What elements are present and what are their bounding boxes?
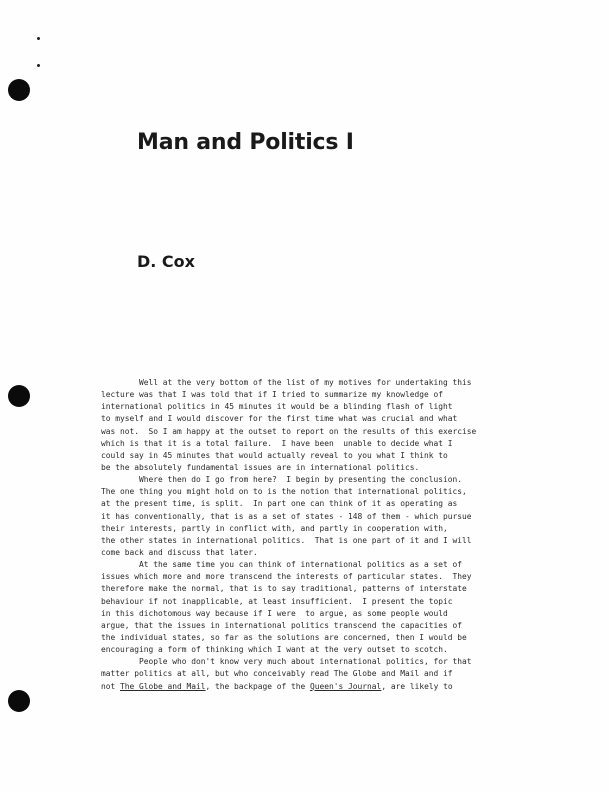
body-line [101, 547, 531, 559]
body-line [101, 389, 531, 401]
publication-name: Queen's Journal [310, 681, 382, 691]
body-text-segment: the other states in international politics. That is one part of it and I will [101, 535, 472, 545]
body-line [101, 523, 531, 535]
body-text-segment: behaviour if not inapplicable, at least insufficient. I present the topic [101, 596, 453, 606]
body-line [101, 559, 531, 571]
body-line [101, 426, 531, 438]
body-line [101, 596, 531, 608]
document-author: D. Cox [137, 252, 195, 271]
body-line [101, 656, 531, 668]
body-text-segment: lecture was that I was told that if I tried to summarize my knowledge of [101, 390, 444, 400]
body-line [101, 681, 531, 693]
body-text-segment: encouraging a form of thinking which I want at the very outset to scotch. [101, 645, 448, 655]
body-line [101, 401, 531, 413]
body-text-segment: it has conventionally, that is as a set of states - 148 of them - which pursue [101, 511, 472, 521]
scan-speck [37, 64, 40, 67]
body-text [101, 377, 531, 693]
body-line [101, 498, 531, 510]
body-line [101, 535, 531, 547]
body-text-segment: come back and discuss that later. [101, 547, 258, 557]
body-line [101, 377, 531, 389]
body-text-segment: in this dichotomous way because if I were to argue, as some people would [101, 608, 448, 618]
body-text-segment: international politics in 45 minutes it would be a blinding flash of light [101, 402, 453, 412]
body-text-segment: at the present time, is split. In part one can think of it as operating as [101, 499, 458, 509]
body-line [101, 583, 531, 595]
body-line [101, 620, 531, 632]
body-text-segment: issues which more and more transcend the interests of particular states. They [101, 572, 472, 582]
document-title: Man and Politics I [137, 130, 354, 155]
body-line [101, 668, 531, 680]
body-text-segment: , the backpage of the [205, 681, 311, 691]
body-text-segment: therefore make the normal, that is to say traditional, patterns of interstate [101, 584, 467, 594]
body-line [101, 632, 531, 644]
punch-hole-bottom [8, 690, 30, 712]
body-text-segment: People who don't know very much about international politics, for that [101, 657, 472, 667]
body-line [101, 644, 531, 656]
body-line [101, 450, 531, 462]
body-text-segment: the individual states, so far as the solutions are concerned, then I would be [101, 632, 467, 642]
body-line [101, 571, 531, 583]
body-text-segment: Well at the very bottom of the list of my motives for undertaking this [101, 378, 472, 387]
body-text-segment: The one thing you might hold on to is the notion that international politics, [101, 487, 467, 497]
body-text-segment: At the same time you can think of international politics as a set of [101, 560, 463, 570]
scan-speck [37, 37, 40, 40]
body-text-segment: argue, that the issues in international politics transcend the capacities of [101, 620, 463, 630]
body-text-segment: , are likely to [381, 681, 453, 691]
punch-hole-middle [8, 385, 30, 407]
publication-name: The Globe and Mail [120, 681, 206, 691]
body-line [101, 486, 531, 498]
body-text-segment: to myself and I would discover for the first time what was crucial and what [101, 414, 458, 424]
body-line [101, 462, 531, 474]
body-line [101, 438, 531, 450]
body-text-segment: not [101, 681, 121, 691]
body-line [101, 511, 531, 523]
body-text-segment: their interests, partly in conflict with, and partly in cooperation with, [101, 523, 448, 533]
body-text-segment: could say in 45 minutes that would actually reveal to you what I think to [101, 450, 448, 460]
body-text-segment: which is that it is a total failure. I have been unable to decide what I [101, 438, 453, 448]
body-line [101, 474, 531, 486]
punch-hole-top [8, 79, 30, 101]
body-line [101, 413, 531, 425]
body-text-segment: Where then do I go from here? I begin by presenting the conclusion. [101, 475, 463, 485]
body-text-segment: be the absolutely fundamental issues are in international politics. [101, 462, 420, 472]
body-text-segment: matter politics at all, but who conceivably read The Globe and Mail and if [101, 669, 453, 679]
body-line [101, 608, 531, 620]
body-text-segment: was not. So I am happy at the outset to report on the results of this exercise [101, 426, 477, 436]
